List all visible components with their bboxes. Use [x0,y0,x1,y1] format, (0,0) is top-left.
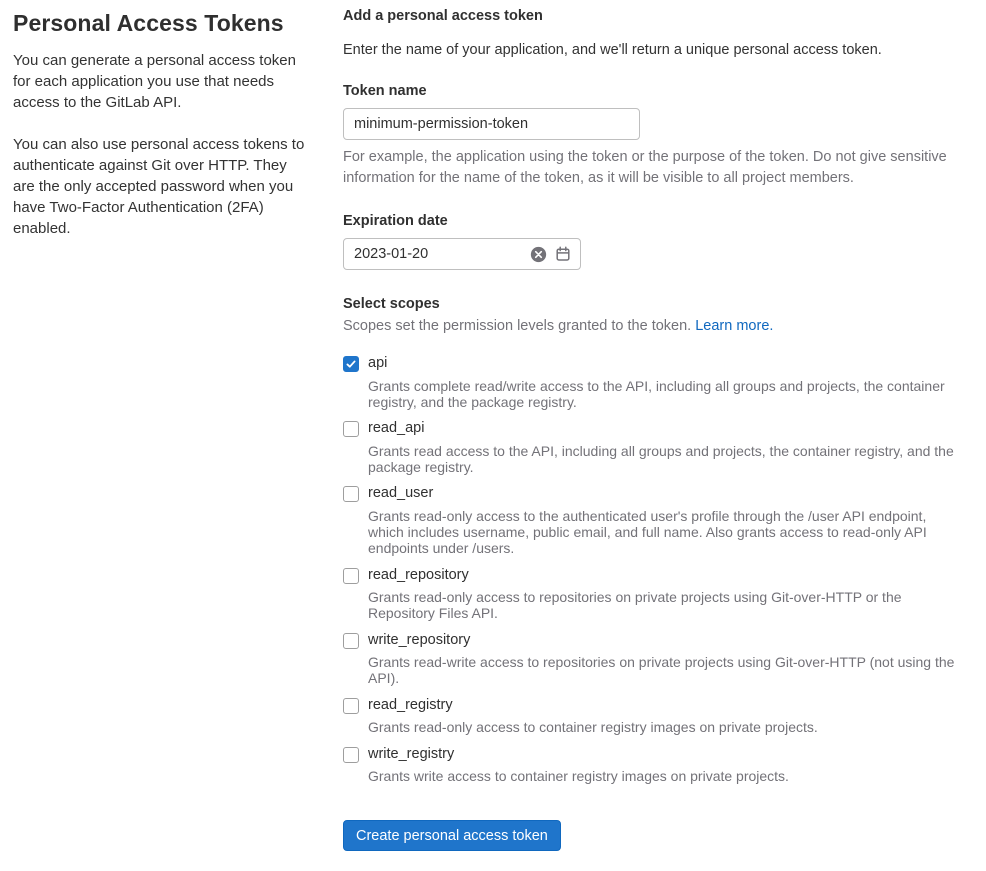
token-name-label: Token name [343,83,427,100]
scope-text [368,419,962,475]
calendar-glyph-icon [555,246,571,262]
x-circle-icon [530,246,547,263]
scope-checkbox[interactable] [343,698,359,714]
date-field-icons [530,238,571,270]
form-subheading: Enter the name of your application, and we'll return a unique personal access token. [343,42,882,58]
expiration-date-group [343,213,962,270]
scope-checkbox[interactable] [343,486,359,502]
scope-description: Grants read access to the API, including all groups and projects, the container registry, and the package registry. [368,442,954,476]
scope-name: read_user [368,485,434,502]
learn-more-link[interactable]: Learn more. [695,318,774,335]
scope-row [343,484,962,556]
token-name-group [343,83,962,189]
expiration-date-field [343,238,581,270]
scope-text [368,745,789,785]
scope-text [368,566,962,622]
select-scopes-label: Select scopes [343,296,440,313]
page-title: Personal Access Tokens [13,10,284,36]
scope-description: Grants read-only access to container registry images on private projects. [368,719,818,736]
scope-row [343,631,962,687]
scope-text [368,354,962,410]
select-scopes-group [343,296,962,784]
scope-name: write_registry [368,745,455,762]
add-token-form [340,0,986,871]
scope-name: read_registry [368,696,453,713]
scope-text [368,696,818,736]
page-description-1: You can generate a personal access token for each application you use that needs access to the GitLab API. [13,52,296,111]
token-name-input[interactable] [343,108,640,140]
scope-description: Grants read-write access to repositories on private projects using Git-over-HTTP (not using the API). [368,654,955,687]
scope-name: read_api [368,420,425,437]
expiration-date-label: Expiration date [343,213,448,230]
scope-name: write_repository [368,631,471,648]
scope-description: Grants read-only access to repositories on private projects using Git-over-HTTP or the Repository Files API. [368,589,902,622]
calendar-icon[interactable] [554,246,571,263]
scope-checkbox[interactable] [343,568,359,584]
scope-description: Grants write access to container registry images on private projects. [368,768,789,785]
scope-list [343,354,962,784]
scope-checkbox[interactable] [343,747,359,763]
scope-text [368,484,962,556]
scopes-help-text [343,318,962,334]
form-heading: Add a personal access token [343,8,543,24]
scope-name: api [368,355,388,372]
checkmark-icon [345,358,357,370]
scope-checkbox[interactable] [343,356,359,372]
scope-row [343,745,962,785]
scope-row [343,566,962,622]
scopes-help-sentence: Scopes set the permission levels granted to the token. [343,318,692,335]
page-description-2: You can also use personal access tokens to authenticate against Git over HTTP. They are the only accepted password when you have Two-Factor Authentication (2FA) enabled. [13,136,305,237]
scope-checkbox[interactable] [343,633,359,649]
create-token-button[interactable]: Create personal access token [343,820,561,851]
scope-text [368,631,962,687]
scope-description: Grants read-only access to the authenticated user's profile through the /user API endpoint, which includes username, public email, and full name. Also grants access to read-only API endpoints under /users. [368,507,927,557]
scope-description: Grants complete read/write access to the API, including all groups and projects, the container registry, and the package registry. [368,377,945,411]
clear-date-icon[interactable] [530,246,547,263]
scope-row [343,696,962,736]
scope-row [343,419,962,475]
scope-name: read_repository [368,566,469,583]
scope-checkbox[interactable] [343,421,359,437]
scope-row [343,354,962,410]
token-name-help: For example, the application using the token or the purpose of the token. Do not give sensitive information for the name of the token, as it will be visible to all project members. [343,149,947,187]
section-sidebar [0,0,340,260]
